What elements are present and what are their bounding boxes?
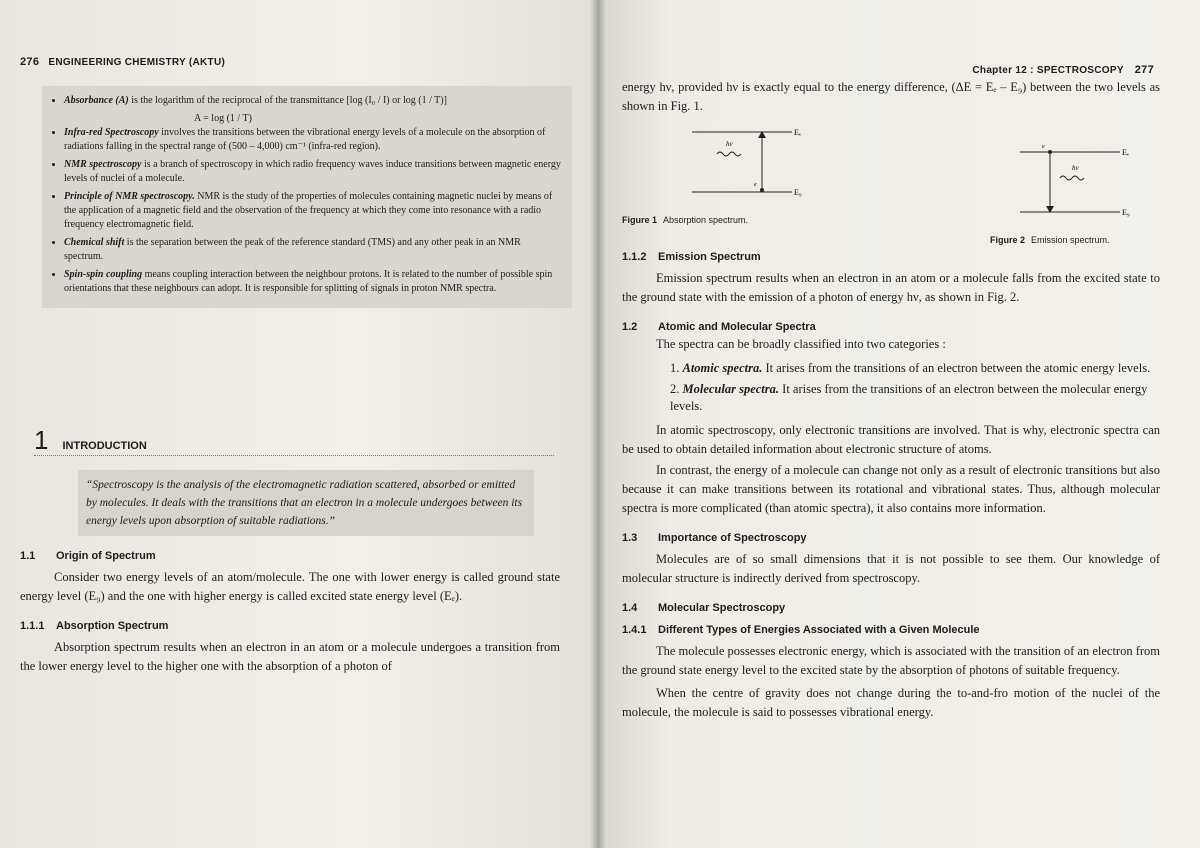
chapter-title: INTRODUCTION bbox=[62, 440, 147, 452]
book-gutter-shadow bbox=[590, 0, 606, 848]
section-1-1-2-heading: 1.1.2 Emission Spectrum bbox=[622, 251, 761, 263]
svg-text:hν: hν bbox=[726, 140, 733, 148]
figure-2-caption: Figure 2 Emission spectrum. bbox=[990, 235, 1110, 245]
right-running-head bbox=[622, 64, 1160, 76]
atomic-spectroscopy-text: In atomic spectroscopy, only electronic transitions are involved. That is why, electronic spectra can be used to obtain detailed information about electronic structure of atoms. bbox=[622, 423, 1160, 456]
section-1-1-1-heading: 1.1.1 Absorption Spectrum bbox=[20, 620, 169, 632]
note-nmr: • NMR spectroscopy is a branch of spectroscopy in which radio frequency waves induce transitions between magnetic energy levels of nuclei of a molecule. bbox=[64, 158, 562, 186]
chapter-heading bbox=[34, 425, 554, 456]
note-equation: A = log (1 / T) bbox=[194, 113, 252, 124]
right-page-number: 277 bbox=[1134, 64, 1154, 76]
figure-1-caption: Figure 1 Absorption spectrum. bbox=[622, 215, 749, 225]
right-chapter-title: Chapter 12 : SPECTROSCOPY bbox=[972, 65, 1124, 76]
left-page bbox=[0, 0, 598, 848]
svg-text:E₉: E₉ bbox=[1122, 208, 1130, 217]
left-book-title: ENGINEERING CHEMISTRY (AKTU) bbox=[48, 57, 226, 68]
section-1-4-heading: 1.4 Molecular Spectroscopy bbox=[622, 602, 786, 614]
svg-text:Eₑ: Eₑ bbox=[1122, 148, 1129, 157]
spectra-categories-list bbox=[670, 360, 1160, 415]
note-spin-coupling: • Spin-spin coupling means coupling interaction between the neighbour protons. It is related to the number of possible spin orientations that these neighbours can adopt. It is responsible for splitting of signals in proton NMR spectra. bbox=[64, 268, 562, 296]
continued-text: energy hν, provided hν is exactly equal to the energy difference, (ΔE = Eₑ – E₉) between the two levels as shown in Fig. 1. bbox=[622, 80, 1160, 113]
section-1-4-1-heading: 1.4.1 Different Types of Energies Associated with a Given Molecule bbox=[622, 624, 980, 636]
section-1-3-text: Molecules are of so small dimensions that it is not possible to see them. Our knowledge of molecular structure is indirectly derived from spectroscopy. bbox=[622, 552, 1160, 585]
right-page bbox=[598, 0, 1200, 848]
svg-text:e: e bbox=[754, 182, 757, 188]
vibrational-energy-text: When the centre of gravity does not change during the to-and-fro motion of the nuclei of the molecule, the molecule is said to possesses vibrational energy. bbox=[622, 686, 1160, 719]
section-1-1-1-text: Absorption spectrum results when an electron in an atom or a molecule undergoes a transition from the lower energy level to the higher one with the absorption of a photon of bbox=[20, 640, 560, 673]
section-1-1-2-text: Emission spectrum results when an electron in an atom or a molecule falls from the excited state to the ground state with the emission of a photon of energy hν, as shown in Fig. 2. bbox=[622, 271, 1160, 304]
note-ir: • Infra-red Spectroscopy involves the transitions between the vibrational energy levels of a molecule on the absorption of radiations falling in the spectral range of (500 – 4,000) cm⁻¹ (infra-red region). bbox=[64, 126, 562, 154]
section-1-2-text: The spectra can be broadly classified into two categories : bbox=[656, 337, 946, 351]
svg-text:Eₑ: Eₑ bbox=[794, 128, 801, 137]
svg-text:hν: hν bbox=[1072, 164, 1079, 172]
figure-1 bbox=[622, 120, 822, 245]
section-1-3-heading: 1.3 Importance of Spectroscopy bbox=[622, 532, 807, 544]
left-running-head bbox=[20, 56, 560, 68]
left-page-number: 276 bbox=[20, 56, 40, 68]
section-1-2-heading: 1.2 Atomic and Molecular Spectra bbox=[622, 321, 816, 333]
svg-text:e: e bbox=[1042, 144, 1045, 150]
section-1-1-heading: 1.1 Origin of Spectrum bbox=[20, 550, 156, 562]
list-item: 2. Molecular spectra. It arises from the transitions of an electron between the molecular energy levels. bbox=[670, 382, 1148, 413]
note-nmr-principle: • Principle of NMR spectroscopy. NMR is the study of the properties of molecules containing magnetic nuclei by means of the application of a magnetic field and the observation of the frequency at which they come into resonance with a radio frequency electromagnetic field. bbox=[64, 190, 562, 232]
electronic-energy-text: The molecule possesses electronic energy, which is associated with the transition of an electron from the ground state energy level to the excited state by the absorption of photons of suitable frequency. bbox=[622, 644, 1161, 677]
note-chemical-shift: • Chemical shift is the separation between the peak of the reference standard (TMS) and any other peak in an NMR spectrum. bbox=[64, 236, 562, 264]
figure-2 bbox=[990, 140, 1160, 245]
absorption-diagram bbox=[622, 120, 822, 210]
svg-text:E₉: E₉ bbox=[794, 188, 802, 197]
note-absorbance: • Absorbance (A) is the logarithm of the reciprocal of the transmittance [log (I₀ / I) or log (1 / T)] bbox=[64, 94, 562, 108]
chapter-number: 1 bbox=[34, 425, 49, 455]
figures-row bbox=[622, 120, 1160, 245]
list-item: 1. Atomic spectra. It arises from the transitions of an electron between the atomic energy levels. bbox=[670, 361, 1151, 375]
molecular-contrast-text: In contrast, the energy of a molecule can change not only as a result of electronic transitions but also because it can make transitions between its rotational and vibrational states. Thus, although molecular spectra is more complicated (than atomic spectra), it also contains more information. bbox=[622, 463, 1160, 515]
summary-notes-box bbox=[42, 86, 572, 308]
section-1-1-text: Consider two energy levels of an atom/molecule. The one with lower energy is called ground state energy level (E₉) and the one with higher energy is called excited state energy level (Eₑ). bbox=[20, 570, 560, 603]
definition-quote: “Spectroscopy is the analysis of the electromagnetic radiation scattered, absorbed or emitted by molecules. It deals with the transitions that an electron in a molecule undergoes between its energy levels upon absorption of suitable radiations.” bbox=[78, 470, 534, 536]
emission-diagram bbox=[990, 140, 1160, 230]
